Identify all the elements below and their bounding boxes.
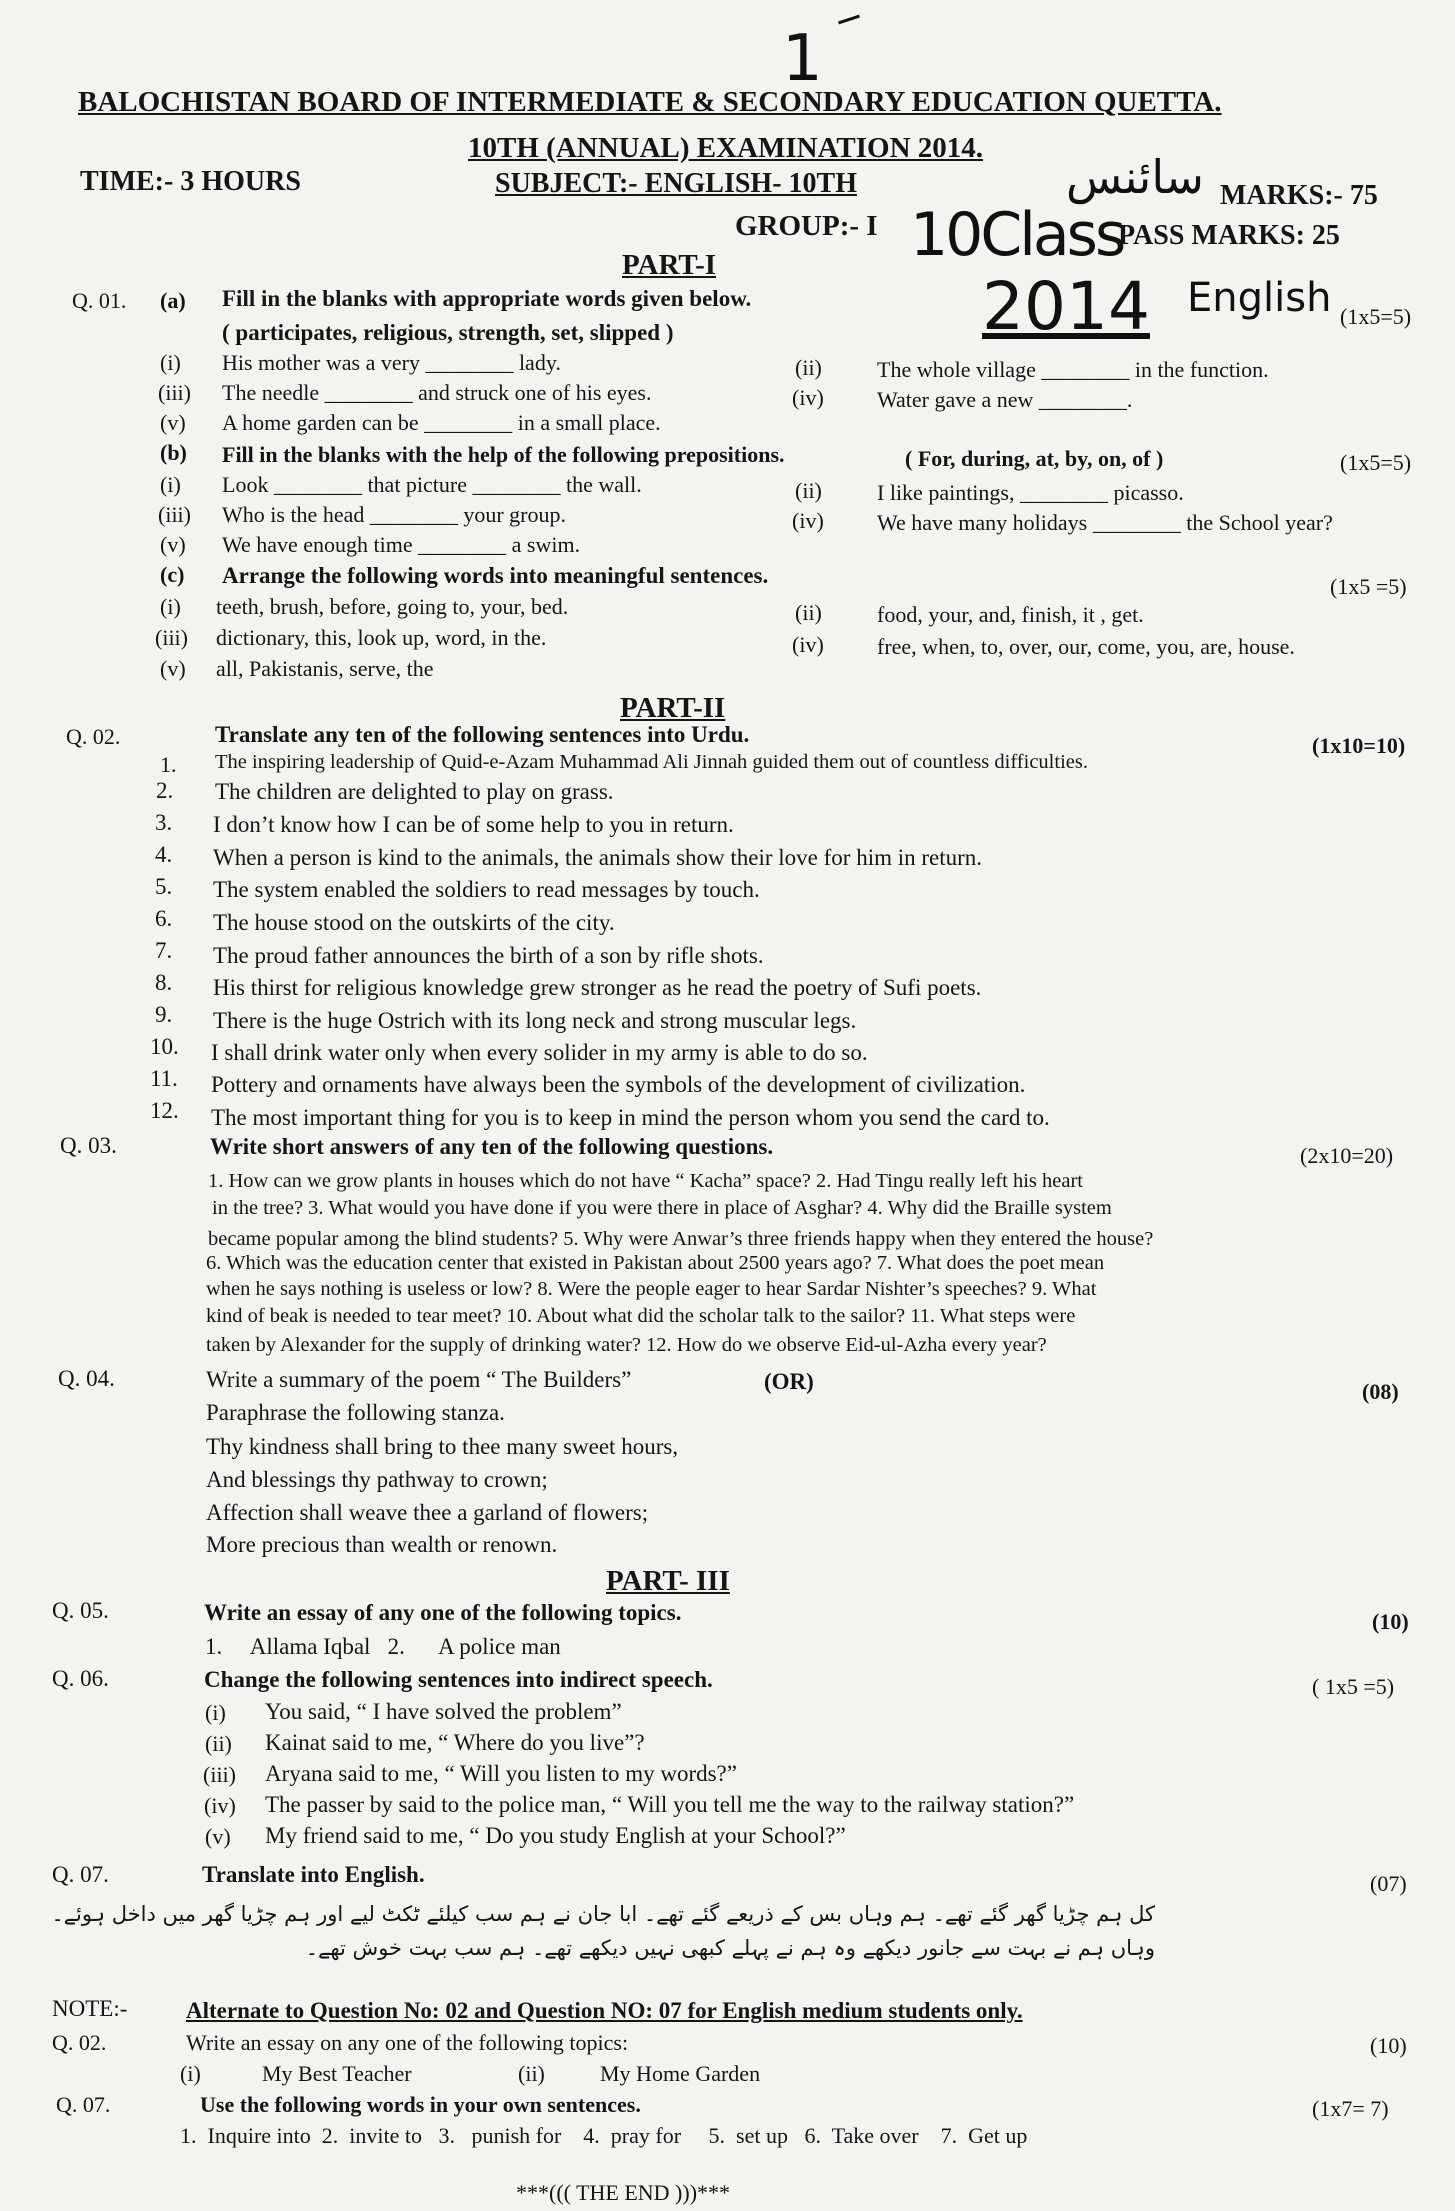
q2-item-num: 5. <box>155 874 173 899</box>
note-q2-option-num: (i) <box>180 2061 201 2086</box>
urdu-passage-line: کل ہم چڑیا گھر گئے تھے۔ ہم وہاں بس کے ذریعے گئے تھے۔ ابا جان نے ہم سب کیلئے ٹکٹ لیے اور ہم چڑیا گھر میں داخل ہوئے۔ <box>51 1902 1155 1926</box>
note-q2-marks: (10) <box>1370 2033 1407 2058</box>
q6-item-num: (iv) <box>204 1793 236 1818</box>
the-end: ***((( THE END )))*** <box>516 2180 731 2205</box>
q1a-word-list: ( participates, religious, strength, set, slipped ) <box>222 320 674 345</box>
q1c-item-num: (v) <box>160 656 186 681</box>
q1c-item-num: (i) <box>160 594 181 619</box>
stanza-line: And blessings thy pathway to crown; <box>206 1467 548 1492</box>
q3-questions-line: taken by Alexander for the supply of drinking water? 12. How do we observe Eid-ul-Azha every year? <box>206 1334 1047 1356</box>
q1a-label: (a) <box>160 288 186 313</box>
q6-item-text: You said, “ I have solved the problem” <box>265 1699 622 1724</box>
q5-instruction: Write an essay of any one of the following topics. <box>204 1600 682 1625</box>
q4-paraphrase: Paraphrase the following stanza. <box>206 1400 505 1425</box>
q1a-item-text: A home garden can be ________ in a small place. <box>222 410 661 435</box>
q1a-item-text: The needle ________ and struck one of his eyes. <box>222 380 652 405</box>
q3-questions-line: in the tree? 3. What would you have done if you were there in place of Asghar? 4. Why did the Braille system <box>212 1197 1112 1219</box>
note-q2-option: My Home Garden <box>600 2061 761 2086</box>
exam-title: 10TH (ANNUAL) EXAMINATION 2014. <box>468 132 984 164</box>
note-text: Alternate to Question No: 02 and Question NO: 07 for English medium students only. <box>186 1998 1023 2023</box>
q1c-item-text: all, Pakistanis, serve, the <box>216 656 434 681</box>
q1a-marks: (1x5=5) <box>1340 304 1412 329</box>
q1c-item-num: (iv) <box>792 632 824 657</box>
q1b-item-text: Look ________ that picture ________ the wall. <box>222 472 642 497</box>
stanza-line: Affection shall weave thee a garland of flowers; <box>206 1500 649 1525</box>
q1a-item-num: (i) <box>160 350 181 375</box>
handwritten-subject: English <box>1187 275 1332 321</box>
q1a-item-num: (v) <box>160 410 186 435</box>
handwritten-page-number: 1 <box>782 22 823 96</box>
q2-instruction: Translate any ten of the following sentences into Urdu. <box>215 722 750 747</box>
q1c-instruction: Arrange the following words into meaningful sentences. <box>222 563 769 588</box>
note-q7-marks: (1x7= 7) <box>1312 2096 1389 2121</box>
q1c-label: (c) <box>160 562 185 587</box>
handwritten-class: 10Class <box>910 200 1124 270</box>
q2-item-num: 6. <box>155 906 173 931</box>
q6-item-text: Aryana said to me, “ Will you listen to my words?” <box>265 1761 737 1786</box>
q1c-item-text: teeth, brush, before, going to, your, bed. <box>216 594 569 619</box>
urdu-passage-line: وہاں ہم نے بہت سے جانور دیکھے وہ ہم نے پہلے کبھی نہیں دیکھے تھے۔ ہم سب بہت خوش تھے۔ <box>305 1936 1155 1960</box>
q1c-item-text: dictionary, this, look up, word, in the. <box>216 625 547 650</box>
q6-item-num: (v) <box>205 1824 231 1849</box>
q1b-item-num: (v) <box>160 532 186 557</box>
q2-item-text: The system enabled the soldiers to read messages by touch. <box>213 877 760 902</box>
q4-or: (OR) <box>764 1369 814 1394</box>
q2-item-text: The children are delighted to play on grass. <box>215 779 614 804</box>
time-label: TIME:- 3 HOURS <box>80 166 301 197</box>
q1-number: Q. 01. <box>72 288 127 313</box>
handwritten-year: 2014 <box>982 268 1150 345</box>
q3-questions-line: became popular among the blind students? 5. Why were Anwar’s three friends happy when they entered the house? <box>208 1228 1154 1250</box>
q3-marks: (2x10=20) <box>1300 1143 1394 1168</box>
q1b-item-text: Who is the head ________ your group. <box>222 502 566 527</box>
q7-instruction: Translate into English. <box>202 1862 425 1887</box>
q1a-item-text: The whole village ________ in the function. <box>877 357 1269 382</box>
q1b-item-text: We have many holidays ________ the School year? <box>877 510 1333 535</box>
q2-item-num: 7. <box>155 938 173 963</box>
board-title: BALOCHISTAN BOARD OF INTERMEDIATE & SECONDARY EDUCATION QUETTA. <box>78 86 1222 118</box>
q2-item-text: The proud father announces the birth of a son by rifle shots. <box>213 943 764 968</box>
q2-item-num: 8. <box>155 970 173 995</box>
q3-questions-line: 1. How can we grow plants in houses which do not have “ Kacha” space? 2. Had Tingu really left his heart <box>208 1170 1084 1192</box>
q2-item-text: There is the huge Ostrich with its long neck and strong muscular legs. <box>213 1008 857 1033</box>
q1b-item-num: (ii) <box>795 478 822 503</box>
q7-number: Q. 07. <box>52 1862 109 1887</box>
q1b-word-list: ( For, during, at, by, on, of ) <box>905 446 1164 471</box>
q2-item-text: Pottery and ornaments have always been the symbols of the development of civilization. <box>211 1072 1026 1097</box>
q1a-instruction: Fill in the blanks with appropriate words given below. <box>222 286 752 311</box>
q2-item-num: 12. <box>150 1098 179 1123</box>
q1c-item-text: free, when, to, over, our, come, you, are, house. <box>877 634 1295 659</box>
q1b-instruction: Fill in the blanks with the help of the following prepositions. <box>222 442 785 467</box>
q6-instruction: Change the following sentences into indirect speech. <box>204 1667 713 1692</box>
q6-item-num: (iii) <box>203 1762 236 1787</box>
q1b-marks: (1x5=5) <box>1340 450 1412 475</box>
q1c-item-num: (ii) <box>795 600 822 625</box>
stanza-line: More precious than wealth or renown. <box>206 1532 558 1557</box>
q6-item-text: Kainat said to me, “ Where do you live”? <box>265 1730 645 1755</box>
q2-item-text: The house stood on the outskirts of the city. <box>213 910 615 935</box>
note-q2-option-num: (ii) <box>518 2061 545 2086</box>
q7-marks: (07) <box>1370 1871 1407 1896</box>
note-q2-number: Q. 02. <box>52 2030 107 2055</box>
q6-marks: ( 1x5 =5) <box>1312 1674 1395 1699</box>
marks-label: MARKS:- 75 <box>1220 180 1378 211</box>
q2-item-text: The inspiring leadership of Quid-e-Azam Muhammad Ali Jinnah guided them out of countless difficulties. <box>215 751 1088 773</box>
group-label: GROUP:- I <box>735 210 878 242</box>
q3-questions-line: kind of beak is needed to tear meet? 10. About what did the scholar talk to the sailor? 11. What steps were <box>206 1305 1076 1327</box>
q2-item-num: 11. <box>150 1066 178 1091</box>
q2-item-num: 10. <box>150 1034 179 1059</box>
part2-title: PART-II <box>620 692 726 724</box>
q1b-item-text: I like paintings, ________ picasso. <box>877 480 1184 505</box>
q2-marks: (1x10=10) <box>1312 733 1406 758</box>
q6-item-num: (i) <box>205 1700 226 1725</box>
subject-label: SUBJECT:- ENGLISH- 10TH <box>495 168 857 199</box>
stanza-line: Thy kindness shall bring to thee many sweet hours, <box>206 1434 679 1459</box>
handwritten-dash <box>838 15 860 25</box>
q3-questions-line: 6. Which was the education center that existed in Pakistan about 2500 years ago? 7. What does the poet mean <box>206 1252 1105 1274</box>
q6-item-text: The passer by said to the police man, “ Will you tell me the way to the railway station?” <box>265 1792 1075 1817</box>
q1b-item-text: We have enough time ________ a swim. <box>222 532 581 557</box>
note-label: NOTE:- <box>52 1996 128 2021</box>
q1a-item-text: Water gave a new ________. <box>877 387 1133 412</box>
q1c-item-num: (iii) <box>155 625 188 650</box>
q5-marks: (10) <box>1372 1609 1409 1634</box>
q1a-item-num: (iii) <box>158 380 191 405</box>
q2-item-text: His thirst for religious knowledge grew stronger as he read the poetry of Sufi poets. <box>213 975 982 1000</box>
q1b-item-num: (iii) <box>158 502 191 527</box>
q1b-label: (b) <box>160 440 187 465</box>
q1c-item-text: food, your, and, finish, it , get. <box>877 602 1144 627</box>
q2-item-num: 3. <box>155 810 173 835</box>
q3-number: Q. 03. <box>60 1133 117 1158</box>
note-q2-option: My Best Teacher <box>262 2061 412 2086</box>
q3-questions-line: when he says nothing is useless or low? 8. Were the people eager to hear Sardar Nishter’s speeches? 9. What <box>206 1278 1097 1300</box>
note-q7-words: 1. Inquire into 2. invite to 3. punish for 4. pray for 5. set up 6. Take over 7. Get up <box>180 2123 1028 2148</box>
note-q7-instruction: Use the following words in your own sentences. <box>200 2092 641 2117</box>
q1a-item-num: (ii) <box>795 355 822 380</box>
q4-number: Q. 04. <box>58 1366 115 1391</box>
q1a-item-num: (iv) <box>792 385 824 410</box>
q2-item-text: The most important thing for you is to keep in mind the person whom you send the card to. <box>211 1105 1050 1130</box>
q1c-marks: (1x5 =5) <box>1330 574 1407 599</box>
note-q7-number: Q. 07. <box>56 2092 111 2117</box>
q2-item-num: 9. <box>155 1002 173 1027</box>
q3-instruction: Write short answers of any ten of the following questions. <box>210 1134 774 1159</box>
q2-item-num: 1. <box>160 752 177 777</box>
handwritten-science: سائنس <box>1066 150 1204 204</box>
q6-number: Q. 06. <box>52 1666 109 1691</box>
q6-item-text: My friend said to me, “ Do you study English at your School?” <box>265 1823 846 1848</box>
q1b-item-num: (i) <box>160 472 181 497</box>
q5-number: Q. 05. <box>52 1598 109 1623</box>
part3-title: PART- III <box>606 1565 730 1597</box>
q6-item-num: (ii) <box>205 1731 232 1756</box>
q2-item-num: 4. <box>155 842 173 867</box>
part1-title: PART-I <box>622 249 717 281</box>
q2-item-num: 2. <box>156 778 174 803</box>
q1a-item-text: His mother was a very ________ lady. <box>222 350 561 375</box>
q2-item-text: I don’t know how I can be of some help to you in return. <box>213 812 734 837</box>
q5-topics: 1. Allama Iqbal 2. A police man <box>205 1634 561 1659</box>
note-q2-instruction: Write an essay on any one of the following topics: <box>186 2030 629 2055</box>
q4-marks: (08) <box>1362 1379 1399 1404</box>
q2-item-text: I shall drink water only when every solider in my army is able to do so. <box>211 1040 868 1065</box>
q2-item-text: When a person is kind to the animals, the animals show their love for him in return. <box>213 845 983 870</box>
q2-number: Q. 02. <box>66 724 121 749</box>
q1b-item-num: (iv) <box>792 508 824 533</box>
q4-instruction: Write a summary of the poem “ The Builders” <box>206 1367 632 1392</box>
pass-marks-label: PASS MARKS: 25 <box>1118 220 1340 251</box>
